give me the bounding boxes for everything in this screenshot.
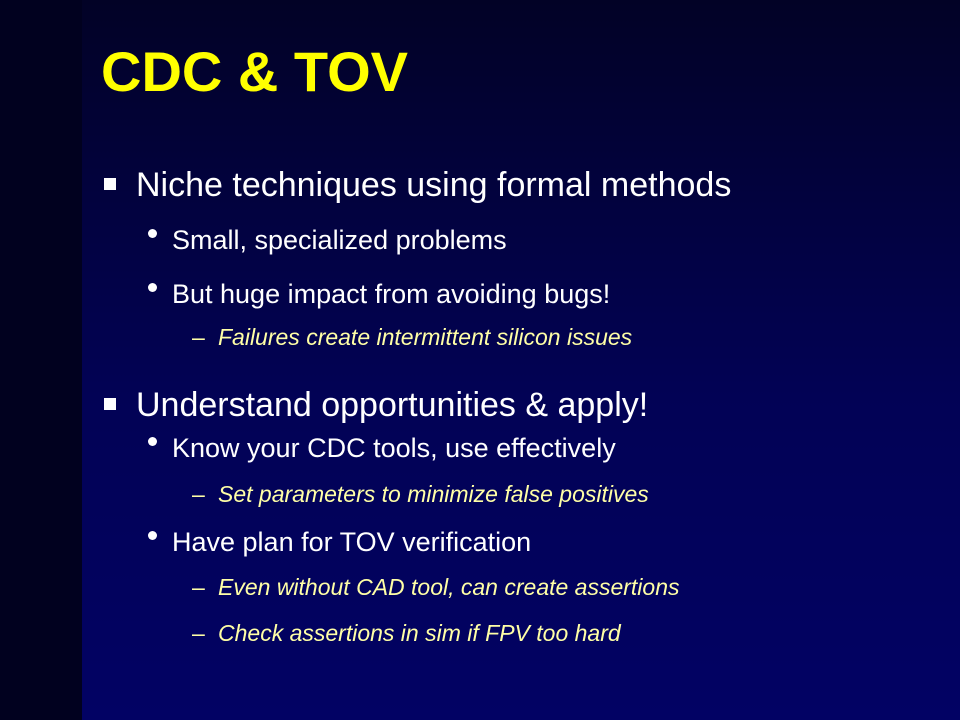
sub-bullet-text: Have plan for TOV verification xyxy=(172,527,532,557)
bullet-text: Niche techniques using formal methods xyxy=(136,166,732,204)
slide-title: CDC & TOV xyxy=(101,40,408,103)
sub-bullet-text: Know your CDC tools, use effectively xyxy=(172,433,616,463)
dash-bullet-icon: – xyxy=(192,620,205,646)
sub-bullet-text: Small, specialized problems xyxy=(172,225,507,255)
dot-bullet-icon xyxy=(148,229,157,238)
sub-sub-bullet-text: Set parameters to minimize false positives xyxy=(218,481,649,507)
sub-sub-bullet-text: Even without CAD tool, can create assertions xyxy=(218,574,680,600)
sub-bullet-text: But huge impact from avoiding bugs! xyxy=(172,279,611,309)
bullet-text: Understand opportunities & apply! xyxy=(136,386,649,424)
square-bullet-icon xyxy=(104,178,116,190)
dot-bullet-icon xyxy=(148,531,157,540)
dot-bullet-icon xyxy=(148,283,157,292)
sub-sub-bullet-text: Failures create intermittent silicon issues xyxy=(218,324,633,350)
dash-bullet-icon: – xyxy=(192,574,205,600)
dash-bullet-icon: – xyxy=(192,324,205,350)
sub-sub-bullet-text: Check assertions in sim if FPV too hard xyxy=(218,620,621,646)
square-bullet-icon xyxy=(104,398,116,410)
dash-bullet-icon: – xyxy=(192,481,205,507)
dot-bullet-icon xyxy=(148,437,157,446)
